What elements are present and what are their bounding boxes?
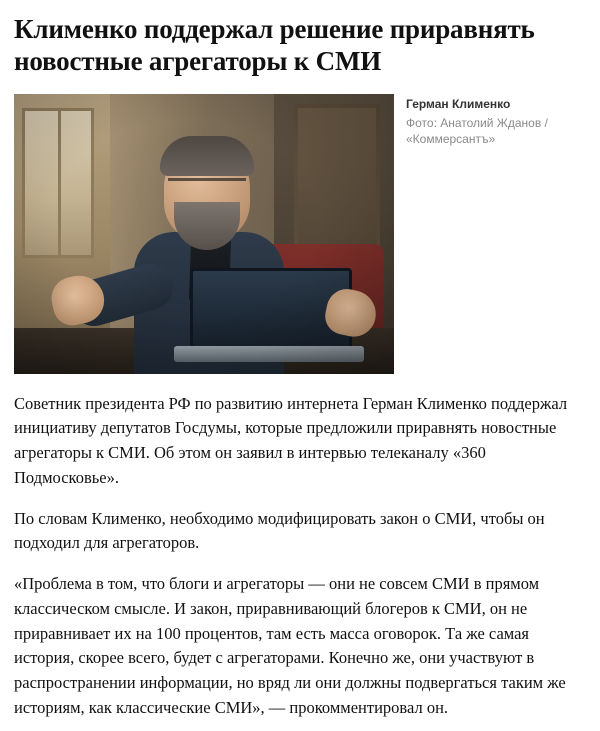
article-paragraph: По словам Клименко, необходимо модифицировать закон о СМИ, чтобы он подходил для агрегаторов. (14, 508, 545, 553)
page-title: Клименко поддержал решение приравнять новостные агрегаторы к СМИ (14, 14, 535, 76)
article-paragraph: «Проблема в том, что блоги и агрегаторы — они не совсем СМИ в прямом классическом смысле. И закон, приравнивающий блогеров к СМИ, он не приравнивает их на 100 процентов, там есть масса оговорок. Та же самая история, скорее всего, будет с агрегаторами. Конечно же, они участвуют в распространении информации, но вряд ли они должны подвергаться таким же историям, как классические СМИ», — прокомментировал он. (14, 574, 566, 717)
photo-vignette (14, 94, 394, 374)
article-paragraph: Советник президента РФ по развитию интернета Герман Клименко поддержал инициативу депутатов Госдумы, которые предложили приравнять новостные агрегаторы к СМИ. Об этом он заявил в интервью телеканалу «360 Подмосковье». (14, 393, 568, 487)
article-media-block (14, 94, 586, 374)
caption-person-name: Герман Клименко (406, 96, 511, 111)
article-body (14, 392, 586, 721)
photo-caption (406, 94, 586, 148)
caption-photo-credit: Фото: Анатолий Жданов / «Коммерсантъ» (406, 115, 548, 147)
article-photo (14, 94, 394, 374)
